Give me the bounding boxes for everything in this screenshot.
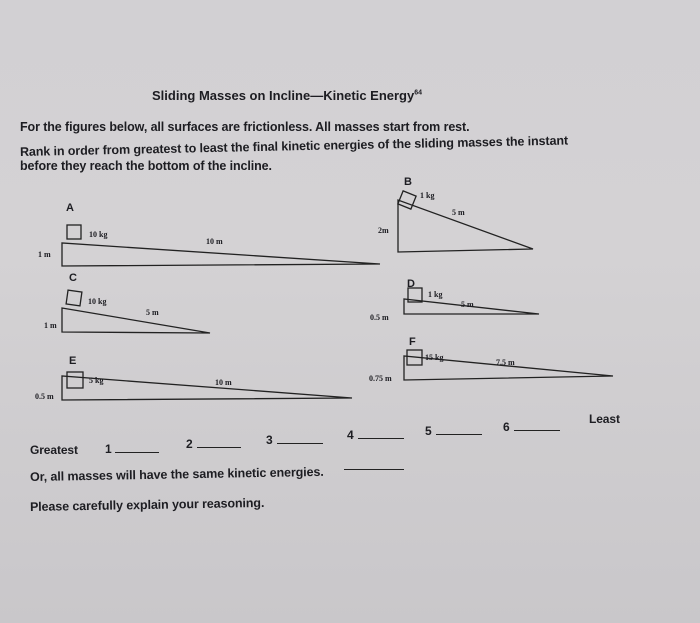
figure-F-length: 7.5 m bbox=[496, 358, 515, 367]
figure-F-mass: 15 kg bbox=[425, 353, 444, 362]
figure-C-letter: C bbox=[69, 272, 77, 284]
incline-B bbox=[398, 200, 533, 252]
block-C bbox=[66, 290, 82, 306]
rank-number-5: 5 bbox=[425, 424, 432, 438]
incline-C bbox=[62, 308, 210, 333]
same-energy-option: Or, all masses will have the same kinetic energies. bbox=[29, 464, 324, 484]
figure-F-height: 0.75 m bbox=[369, 374, 392, 383]
rank-blank-6[interactable] bbox=[514, 430, 560, 431]
figure-D-mass: 1 kg bbox=[428, 290, 443, 299]
figure-A-mass: 10 kg bbox=[89, 230, 108, 239]
rank-number-6: 6 bbox=[503, 420, 510, 434]
figure-C-mass: 10 kg bbox=[88, 297, 107, 306]
rank-number-4: 4 bbox=[347, 428, 354, 442]
block-B bbox=[398, 191, 416, 209]
least-label: Least bbox=[589, 412, 620, 426]
figure-E-height: 0.5 m bbox=[35, 392, 54, 401]
rank-blank-3[interactable] bbox=[277, 443, 323, 444]
figure-A-height: 1 m bbox=[38, 250, 51, 259]
rank-blank-5[interactable] bbox=[436, 434, 482, 435]
figure-D-height: 0.5 m bbox=[370, 313, 389, 322]
rank-number-1: 1 bbox=[105, 442, 112, 456]
same-energy-blank[interactable] bbox=[344, 469, 404, 470]
rank-number-3: 3 bbox=[266, 433, 273, 447]
incline-A bbox=[62, 243, 380, 266]
block-A bbox=[67, 225, 81, 239]
rank-blank-1[interactable] bbox=[115, 452, 159, 453]
figure-A-length: 10 m bbox=[206, 237, 223, 246]
rank-blank-4[interactable] bbox=[358, 438, 404, 439]
greatest-label: Greatest bbox=[30, 443, 78, 457]
rank-blank-2[interactable] bbox=[197, 447, 241, 448]
incline-E bbox=[62, 376, 352, 400]
instruction-frictionless: For the figures below, all surfaces are frictionless. All masses start from rest. bbox=[20, 120, 470, 134]
figure-B-height: 2m bbox=[378, 226, 389, 235]
figure-E-mass: 5 kg bbox=[89, 376, 104, 385]
figure-C-length: 5 m bbox=[146, 308, 159, 317]
figure-E-length: 10 m bbox=[215, 378, 232, 387]
block-E bbox=[67, 372, 83, 388]
figure-B-length: 5 m bbox=[452, 208, 465, 217]
figure-E-letter: E bbox=[69, 355, 77, 367]
rank-number-2: 2 bbox=[186, 437, 193, 451]
worksheet-title: Sliding Masses on Incline—Kinetic Energy$^{64}$ bbox=[152, 88, 423, 103]
figure-A-letter: A bbox=[66, 202, 74, 214]
explain-prompt: Please carefully explain your reasoning. bbox=[29, 495, 265, 514]
figure-F-letter: F bbox=[409, 336, 416, 348]
figure-D-letter: D bbox=[407, 278, 415, 290]
figure-B-letter: B bbox=[404, 176, 412, 188]
figure-D-length: 5 m bbox=[461, 300, 474, 309]
figure-B-mass: 1 kg bbox=[420, 191, 435, 200]
instruction-rank-line2: before they reach the bottom of the incline. bbox=[20, 159, 272, 173]
figure-C-height: 1 m bbox=[44, 321, 57, 330]
instruction-rank-line1: Rank in order from greatest to least the final kinetic energies of the sliding masses the instant bbox=[19, 133, 569, 159]
